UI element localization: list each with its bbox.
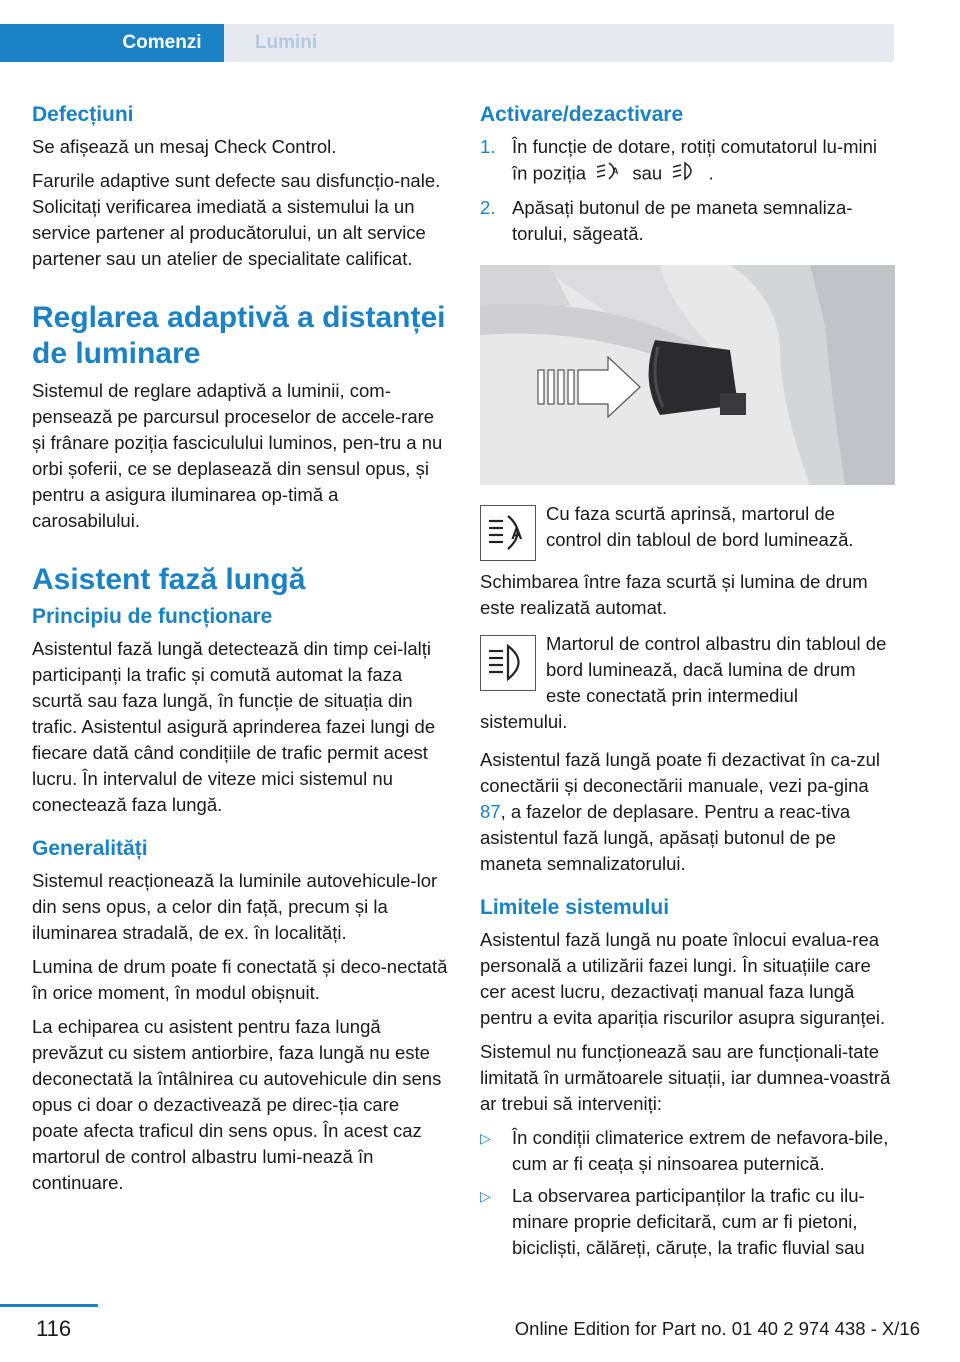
step-2 [480, 195, 895, 247]
right-column [480, 100, 895, 1267]
paragraph-generalitati-2: Lumina de drum poate fi conectată și deco-nectată în orice moment, în modul obișnuit. [32, 956, 448, 1003]
high-beam-indicator-icon [480, 635, 536, 691]
list-item [480, 1183, 895, 1261]
indicator-high-beam-text-a: Martorul de control albastru din tabloul de bord luminează, dacă lumina de drum este conectată prin intermediul [546, 633, 887, 706]
steps-list [480, 134, 895, 247]
page-reference-link[interactable]: 87 [480, 801, 501, 822]
step-1-number: 1. [480, 136, 496, 157]
paragraph-limitele-2: Sistemul nu funcționează sau are funcționali-tate limitată în următoarele situații, iar dumnea-voastră ar trebui să interveniți: [480, 1041, 891, 1114]
header-tabbar [0, 0, 894, 62]
step-2-number: 2. [480, 197, 496, 218]
indicator-low-beam-text: Cu faza scurtă aprinsă, martorul de control din tabloul de bord luminează. [546, 503, 854, 550]
bullet-1-text: În condiții climaterice extrem de nefavora-bile, cum ar fi ceața și ninsoarea puternică. [512, 1127, 889, 1174]
auto-high-beam-indicator-icon [480, 505, 536, 561]
paragraph-dezactivat [480, 747, 895, 877]
indicator-high-beam-text-b: sistemului. [480, 711, 568, 732]
step-1-text: În funcție de dotare, rotiți comutatorul lu-mini în poziția [512, 136, 878, 184]
heading-defectiuni: Defecțiuni [32, 103, 134, 126]
bullet-triangle-icon: ▷ [480, 1130, 491, 1146]
step-1-sau: sau [632, 162, 663, 184]
left-column [32, 100, 450, 1204]
paragraph-schimbare: Schimbarea între faza scurtă și lumina de drum este realizată automat. [480, 571, 868, 618]
turn-signal-stalk-image [480, 265, 895, 485]
indicator-low-beam-block [480, 501, 895, 561]
paragraph-defectiuni-2: Farurile adaptive sunt defecte sau disfuncțio-nale. Solicitați verificarea imediată a sistemului la un service partener al producătorului, un alt service partener sau un atelier de specialitate calificat. [32, 170, 441, 269]
limitations-list [480, 1125, 895, 1261]
indicator-high-beam-text [480, 631, 895, 735]
step-1 [480, 134, 895, 189]
tab-accent-block [0, 24, 100, 62]
heading-activare: Activare/dezactivare [480, 103, 684, 126]
tab-lumini[interactable]: Lumini [254, 32, 318, 53]
step-2-text: Apăsați butonul de pe maneta semnaliza-torului, săgeată. [512, 197, 853, 244]
bullet-triangle-icon: ▷ [480, 1188, 491, 1204]
page-number: 116 [36, 1316, 72, 1341]
paragraph-generalitati-3: La echiparea cu asistent pentru faza lungă prevăzut cu sistem antiorbire, faza lungă nu este deconectată la întâlnirea cu autovehicule din sens opus ci doar o dezactivează pe direc-ția care poate afecta traficul din sens opus. În acest caz martorul de control albastru lumi-nează în continuare. [32, 1016, 442, 1193]
paragraph-generalitati-1: Sistemul reacționează la luminile autovehicule-lor din sens opus, a celor din față, precum și la iluminarea stradală, de ex. în localități. [32, 870, 438, 943]
low-beam-icon [671, 160, 699, 189]
heading-limitele: Limitele sistemului [480, 896, 670, 919]
auto-light-icon [595, 160, 623, 189]
heading-asistent: Asistent fază lungă [32, 563, 306, 596]
svg-text:A: A [511, 526, 523, 543]
heading-principiu: Principiu de funcționare [32, 605, 273, 628]
tab-comenzi[interactable]: Comenzi [100, 24, 224, 62]
paragraph-principiu: Asistentul fază lungă detectează din timp cei-lalți participanți la trafic și comută automat la faza scurtă sau faza lungă, în funcție de situația din trafic. Asistentul asigură aprinderea fazei lungi de fiecare dată când condițiile de trafic permit acest lucru. În intervalul de viteze mici sistemul nu conectează faza lungă. [32, 638, 436, 815]
heading-reglarea: Reglarea adaptivă a distanței de luminare [32, 301, 446, 370]
edition-text: Online Edition for Part no. 01 40 2 974 438 - X/16 [514, 1318, 920, 1339]
indicator-high-beam-block [480, 631, 895, 735]
step-1-end: . [708, 162, 714, 184]
paragraph-limitele-1: Asistentul fază lungă nu poate înlocui evalua-rea personală a utilizării fazei lungi. În situațiile care cer acest lucru, dezactivați manual faza lungă pentru a evita apariția riscurilor asupra siguranței. [480, 929, 886, 1028]
bullet-2-text: La observarea participanților la trafic cu ilu-minare proprie deficitară, cum ar fi pietoni, bicicliști, călăreți, căruțe, la trafic fluvial sau [512, 1185, 865, 1258]
svg-text:A: A [612, 166, 619, 176]
paragraph-reglarea: Sistemul de reglare adaptivă a luminii, com-pensează pe parcursul proceselor de accele-rare și frânare poziția fasciculului luminos, pen-tru a nu orbi șoferii, ce se deplasează din sensul opus, și pentru a asigura iluminarea op-timă a carosabilului. [32, 380, 443, 531]
paragraph-dezactivat-b: , a fazelor de deplasare. Pentru a reac-tiva asistentul fază lungă, apăsați butonul de pe maneta semnalizatorului. [480, 801, 851, 874]
list-item [480, 1125, 895, 1177]
footer-rule [0, 1304, 98, 1307]
heading-generalitati: Generalități [32, 837, 148, 860]
paragraph-dezactivat-a: Asistentul fază lungă poate fi dezactivat în ca-zul conectării și deconectării manuale, vezi pa-gina [480, 749, 881, 796]
paragraph-defectiuni-1: Se afișează un mesaj Check Control. [32, 136, 337, 157]
